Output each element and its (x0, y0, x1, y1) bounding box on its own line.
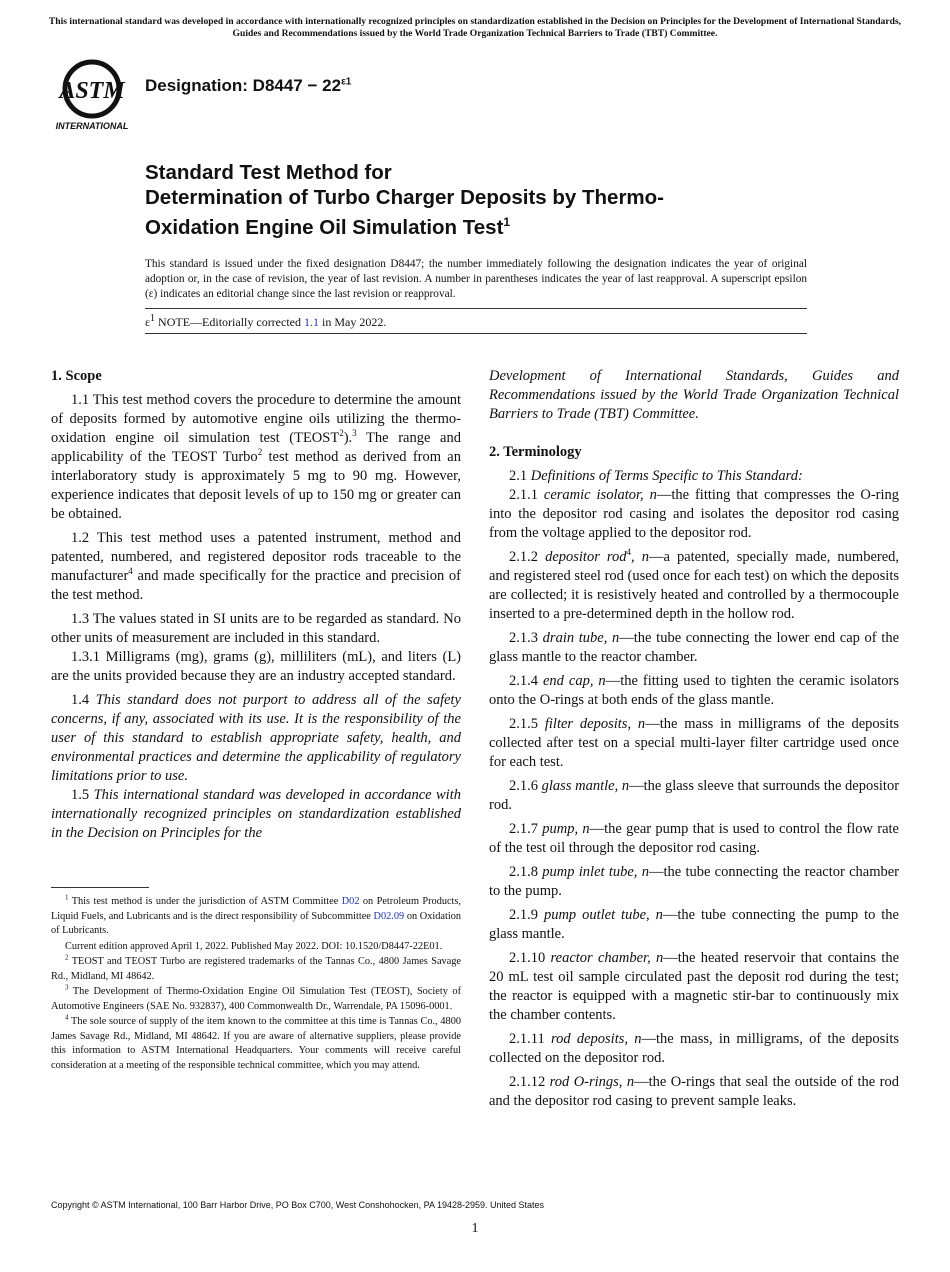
definition: 2.1.12 rod O-rings, n—the O-rings that seal the outside of the rod and the depositor rod casing to prevent sample leaks. (489, 1074, 899, 1109)
subcommittee-link[interactable]: D02.09 (373, 910, 405, 922)
paragraph: 2.1 Definitions of Terms Specific to This Standard: (509, 468, 803, 484)
definition: 2.1.1 ceramic isolator, n—the fitting that compresses the O-ring into the depositor rod casing and isolates the depositor rod casing from the voltage applied to the depositor rod. (489, 487, 900, 541)
footnote: Current edition approved April 1, 2022. Published May 2022. DOI: 10.1520/D8447-22E01. (65, 940, 443, 952)
logo-text: ASTM (59, 78, 125, 104)
definition: 2.1.9 pump outlet tube, n—the tube connecting the pump to the glass mantle. (489, 907, 899, 942)
editorial-note: $\varepsilon^1$ NOTE—Editorially corrected 1.1 in May 2022. (145, 308, 807, 334)
designation-sup: ε1 (341, 76, 352, 88)
right-column (489, 367, 899, 1116)
title-line: Standard Test Method for (145, 161, 392, 184)
definition: 2.1.11 rod deposits, n—the mass, in milligrams, of the deposits collected on the depositor rod. (489, 1031, 899, 1066)
paragraph: 1.3 The values stated in SI units are to be regarded as standard. No other units of measurement are included in this standard. (51, 611, 461, 646)
paragraph: Development of International Standards, Guides and Recommendations issued by the World Trade Organization Technical Barriers to Trade (TBT) Committee. (489, 368, 899, 422)
definition: 2.1.7 pump, n—the gear pump that is used to control the flow rate of the test oil through the depositor rod casing. (489, 821, 899, 856)
page-title (145, 160, 845, 240)
section-link[interactable]: 1.1 (304, 315, 319, 329)
title-line: Determination of Turbo Charger Deposits by Thermo- (145, 186, 664, 209)
definition: 2.1.4 end cap, n—the fitting used to tighten the ceramic isolators onto the O-rings at both ends of the glass mantle. (489, 673, 900, 708)
definition: 2.1.2 depositor rod$^4$, n—a patented, specially made, numbered, and registered steel rod (used once for each test) on which the deposits are collected; it is resistively heated and controlled by a thermocouple inserted to a pre-determined depth in the hollow rod. (489, 547, 900, 622)
paragraph: 1.2 This test method uses a patented instrument, method and patented, numbered, and registered depositor rods traceable to the manufacturer$^4$ and made specifically for the practice and precision of the test method. (51, 530, 461, 603)
definition: 2.1.10 reactor chamber, n—the heated reservoir that contains the 20 mL test oil sample circulated past the deposit rod during the test; the reactor is equipped with a magnetic stir-bar to continuously mix the chamber contents. (489, 950, 900, 1023)
designation-label: Designation: D8447 − 22 (145, 76, 342, 95)
title-line: Oxidation Engine Oil Simulation Test$^1$ (145, 215, 511, 239)
footnote-divider (51, 887, 149, 888)
logo-subtext: INTERNATIONAL (55, 121, 129, 131)
footnote: $^2$ TEOST and TEOST Turbo are registered trademarks of the Tannas Co., 4800 James Savage Rd., Midland, MI 48642. (51, 953, 461, 982)
footnote: $^4$ The sole source of supply of the item known to the committee at this time is Tannas Co., 4800 James Savage Rd., Midland, MI 48642. If you are aware of alternative suppliers, please provide this information to ASTM International Headquarters. Your comments will receive careful consideration at a meeting of the responsible technical committee, which you may attend. (51, 1013, 461, 1071)
top-notice: This international standard was developed in accordance with internationally recognized principles on standardization established in the Decision on Principles for the Development of International Standards, Guides and Recommendations issued by the World Trade Organization Technical Barriers to Trade (TBT) Committee. (48, 16, 902, 39)
left-column (51, 367, 461, 1074)
paragraph: 1.4 This standard does not purport to address all of the safety concerns, if any, associated with its use. It is the responsibility of the user of this standard to establish appropriate safety, health, and environmental practices and determine the applicability of regulatory limitations prior to use. (51, 692, 461, 784)
definition: 2.1.5 filter deposits, n—the mass in milligrams of the deposits collected after test on a special multi-layer filter cartridge used once for each test. (489, 716, 899, 770)
footnote: $^1$ This test method is under the jurisdiction of ASTM Committee D02 on Petroleum Products, Liquid Fuels, and Lubricants and is the direct responsibility of Subcommittee D02.09 on Oxidation of Lubricants. (51, 893, 461, 936)
astm-logo (52, 58, 136, 132)
copyright-notice: Copyright © ASTM International, 100 Barr Harbor Drive, PO Box C700, West Conshohocken, PA 19428-2959. United States (51, 1200, 545, 1210)
footnote: $^3$ The Development of Thermo-Oxidation Engine Oil Simulation Test (TEOST), Society of Automotive Engineers (SAE No. 932837), 400 Commonwealth Dr., Warrendale, PA 15096-0001. (51, 983, 461, 1012)
title-footnote-ref: 1 (503, 215, 511, 229)
page-number: 1 (471, 1221, 479, 1236)
committee-link[interactable]: D02 (341, 896, 360, 907)
designation (145, 76, 351, 96)
issuance-statement: This standard is issued under the fixed designation D8447; the number immediately following the designation indicates the year of original adoption or, in the case of revision, the year of last revision. A number in parentheses indicates the year of last reapproval. A superscript epsilon (ε) indicates an editorial change since the last revision or reapproval. (145, 258, 807, 300)
definition: 2.1.6 glass mantle, n—the glass sleeve that surrounds the depositor rod. (489, 778, 900, 813)
definition: 2.1.3 drain tube, n—the tube connecting the lower end cap of the glass mantle to the reactor chamber. (489, 630, 900, 665)
paragraph: 1.1 This test method covers the procedure to determine the amount of deposits formed by automotive engine oils utilizing the thermo-oxidation engine oil simulation test (TEOST$^2$).$^3$ The range and applicability of the TEOST Turbo$^2$ test method as derived from an interlaboratory study is approximately 5 mg to 90 mg. However, experience indicates that deposit levels of up to 150 mg or greater can be obtained. (51, 392, 461, 522)
definition: 2.1.8 pump inlet tube, n—the tube connecting the reactor chamber to the pump. (489, 864, 899, 899)
paragraph: 1.3.1 Milligrams (mg), grams (g), milliliters (mL), and liters (L) are the units provided because they are an industry accepted standard. (51, 649, 461, 684)
section-heading: 1. Scope (51, 368, 102, 384)
section-heading: 2. Terminology (489, 444, 582, 460)
paragraph: 1.5 This international standard was developed in accordance with internationally recognized principles on standardization established in the Decision on Principles for the (51, 787, 461, 841)
